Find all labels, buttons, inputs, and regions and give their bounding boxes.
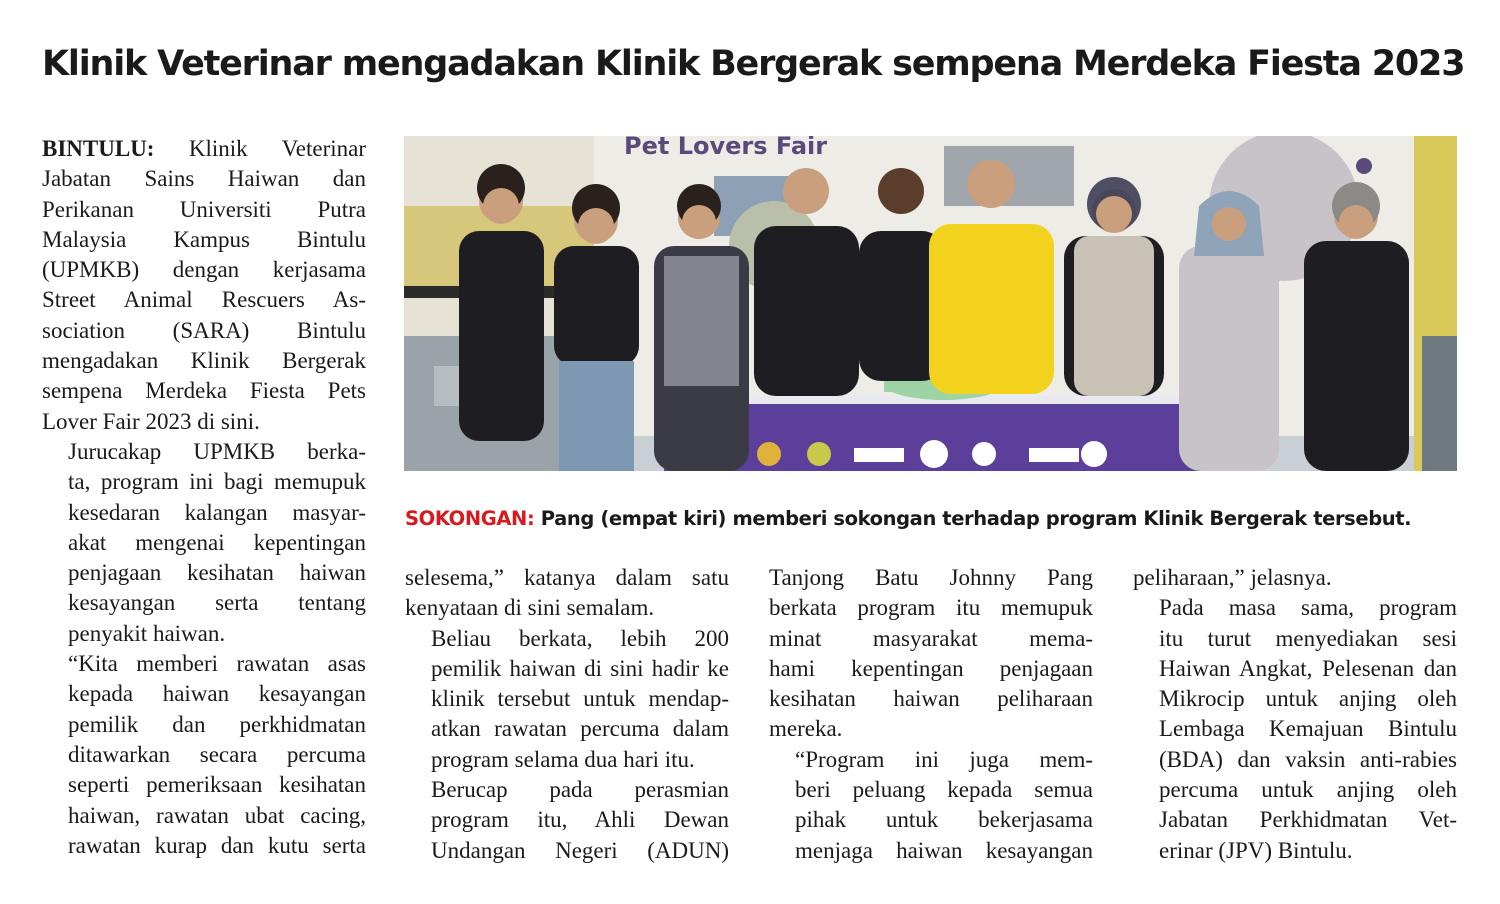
text-line: Pada masa sama, program: [1159, 595, 1457, 621]
text-line: sociation (SARA) Bintulu: [42, 317, 366, 343]
text-line: Lover Fair 2023 di sini.: [42, 408, 260, 434]
paragraph: [42, 437, 366, 649]
text-line: Malaysia Kampus Bintulu: [42, 226, 366, 252]
dateline: BINTULU:: [42, 136, 155, 161]
text-line: itu turut menyediakan sesi: [1159, 625, 1457, 651]
text-line: “Program ini juga mem-: [795, 746, 1093, 772]
text-line: Mikrocip untuk anjing oleh: [1159, 686, 1457, 712]
text-line: atkan rawatan percuma dalam: [431, 716, 729, 742]
text-line: haiwan, rawatan ubat cacing,: [68, 802, 366, 828]
text-line: kesihatan haiwan peliharaan: [769, 686, 1093, 712]
text-line: Beliau berkata, lebih 200: [431, 625, 729, 651]
caption-kicker: SOKONGAN:: [405, 507, 535, 530]
text-line: “Kita memberi rawatan asas: [68, 651, 366, 677]
text-line: program selama dua hari itu.: [431, 746, 695, 772]
photo-illustration: [404, 136, 1457, 471]
headline: Klinik Veterinar mengadakan Klinik Bergerak sempena Merdeka Fiesta 2023: [42, 44, 1465, 84]
paragraph: [405, 775, 729, 866]
text-line: (UPMKB) dengan kerjasama: [42, 257, 366, 283]
text-line: erinar (JPV) Bintulu.: [1159, 837, 1353, 863]
paragraph: [1133, 593, 1457, 866]
text-line: ta, program ini bagi memupuk: [68, 469, 366, 495]
text-line: (BDA) dan vaksin anti-rabies: [1159, 746, 1457, 772]
text-line: penjagaan kesihatan haiwan: [68, 560, 366, 586]
text-line: klinik tersebut untuk mendap-: [431, 686, 729, 712]
text-line: menjaga haiwan kesayangan: [795, 837, 1093, 863]
banner-title: Pet Lovers Fair: [624, 136, 828, 160]
text-line: kesedaran kalangan masyar-: [68, 499, 366, 525]
article-column-2: [405, 563, 729, 866]
text-line: selesema,” katanya dalam satu: [405, 565, 729, 590]
paragraph: [769, 745, 1093, 866]
article-column-3: [769, 563, 1093, 866]
text-line: Jabatan Perkhidmatan Vet-: [1159, 807, 1457, 833]
text-line: mereka.: [769, 716, 843, 742]
text-line: Undangan Negeri (ADUN): [431, 837, 729, 863]
text-line: Haiwan Angkat, Pelesenan dan: [1159, 655, 1457, 681]
text-line: sempena Merdeka Fiesta Pets: [42, 378, 366, 404]
photo-caption: [405, 507, 1465, 530]
text-line: pemilik dan perkhidmatan: [68, 711, 366, 737]
text-line: program itu, Ahli Dewan: [431, 807, 729, 833]
paragraph: [405, 624, 729, 775]
text-line: Lembaga Kemajuan Bintulu: [1159, 716, 1457, 742]
text-line: beri peluang kepada semua: [795, 777, 1093, 803]
caption-text: Pang (empat kiri) memberi sokongan terhadap program Klinik Bergerak tersebut.: [540, 507, 1412, 530]
text-line: mengadakan Klinik Bergerak: [42, 348, 366, 374]
text-line: percuma untuk anjing oleh: [1159, 777, 1457, 803]
text-line: Tanjong Batu Johnny Pang: [769, 565, 1093, 590]
text-line: kenyataan di sini semalam.: [405, 595, 655, 621]
text-line: Klinik Veterinar: [188, 136, 366, 161]
text-line: minat masyarakat mema-: [769, 625, 1093, 651]
text-line: Perikanan Universiti Putra: [42, 196, 366, 222]
article-column-4: [1133, 563, 1457, 866]
text-line: ditawarkan secara percuma: [68, 741, 366, 767]
paragraph: [42, 134, 366, 437]
text-line: berkata program itu memupuk: [769, 595, 1093, 621]
text-line: peliharaan,” jelasnya.: [1133, 565, 1332, 590]
paragraph: [42, 649, 366, 861]
article-column-1: [42, 134, 366, 861]
paragraph: [405, 563, 729, 624]
text-line: hami kepentingan penjagaan: [769, 655, 1093, 681]
text-line: rawatan kurap dan kutu serta: [68, 832, 366, 858]
text-line: seperti pemeriksaan kesihatan: [68, 772, 366, 798]
text-line: Berucap pada perasmian: [431, 777, 729, 803]
event-photo: [404, 136, 1457, 471]
text-line: akat mengenai kepentingan: [68, 529, 366, 555]
text-line: kesayangan serta tentang: [68, 590, 366, 616]
text-line: pemilik haiwan di sini hadir ke: [431, 655, 729, 681]
text-line: Jabatan Sains Haiwan dan: [42, 166, 366, 192]
paragraph: [769, 563, 1093, 745]
text-line: kepada haiwan kesayangan: [68, 681, 366, 707]
text-line: Street Animal Rescuers As-: [42, 287, 366, 313]
text-line: Jurucakap UPMKB berka-: [68, 438, 366, 464]
text-line: penyakit haiwan.: [68, 620, 226, 646]
paragraph: [1133, 563, 1457, 593]
text-line: pihak untuk bekerjasama: [795, 807, 1093, 833]
